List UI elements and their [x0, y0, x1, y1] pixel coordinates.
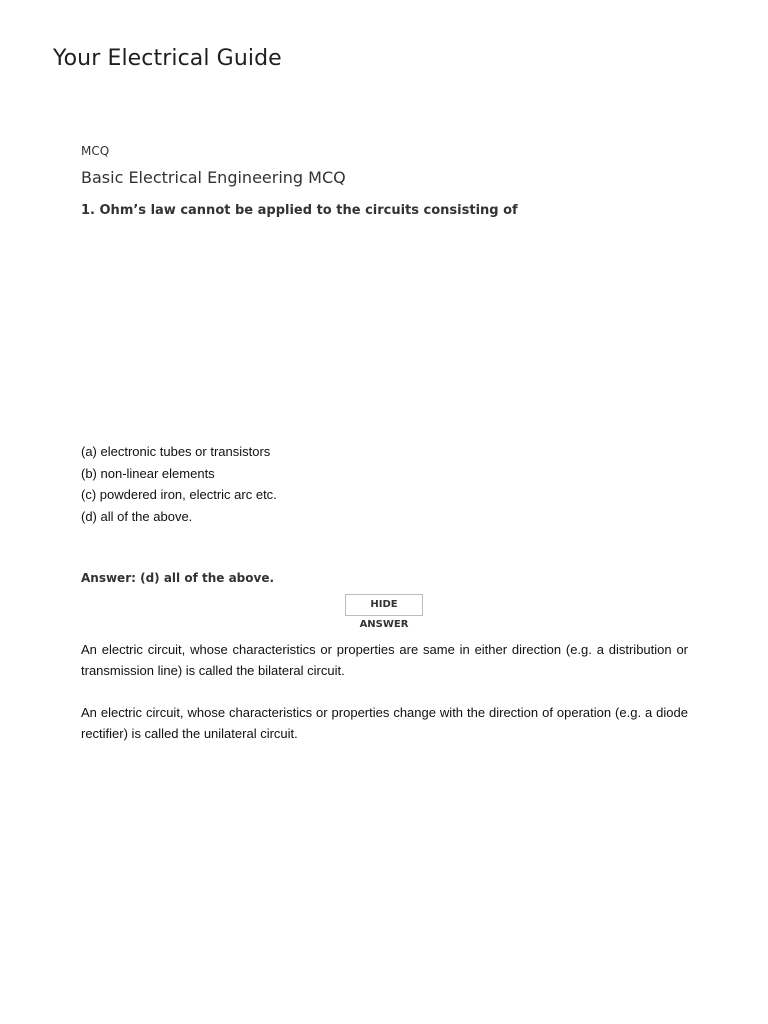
page-title: Basic Electrical Engineering MCQ	[81, 168, 346, 187]
breadcrumb-category-link[interactable]: MCQ	[81, 144, 110, 158]
site-title[interactable]: Your Electrical Guide	[53, 46, 282, 71]
hide-answer-button[interactable]: HIDE ANSWER	[345, 594, 423, 616]
answer-text: Answer: (d) all of the above.	[81, 571, 275, 585]
explanation-paragraph: An electric circuit, whose characteristics or properties are same in either direction (e.g. a distribution or transmission line) is called the bilateral circuit.	[81, 642, 688, 678]
answer-options-list	[81, 443, 277, 529]
option-c: (c) powdered iron, electric arc etc.	[81, 487, 277, 502]
option-a: (a) electronic tubes or transistors	[81, 444, 271, 459]
option-d: (d) all of the above.	[81, 508, 193, 524]
option-b: (b) non-linear elements	[81, 465, 215, 481]
explanation-paragraph: An electric circuit, whose characteristics or properties change with the direction of operation (e.g. a diode rectifier) is called the unilateral circuit.	[81, 705, 688, 741]
question-text: 1. Ohm’s law cannot be applied to the circuits consisting of	[81, 203, 518, 218]
